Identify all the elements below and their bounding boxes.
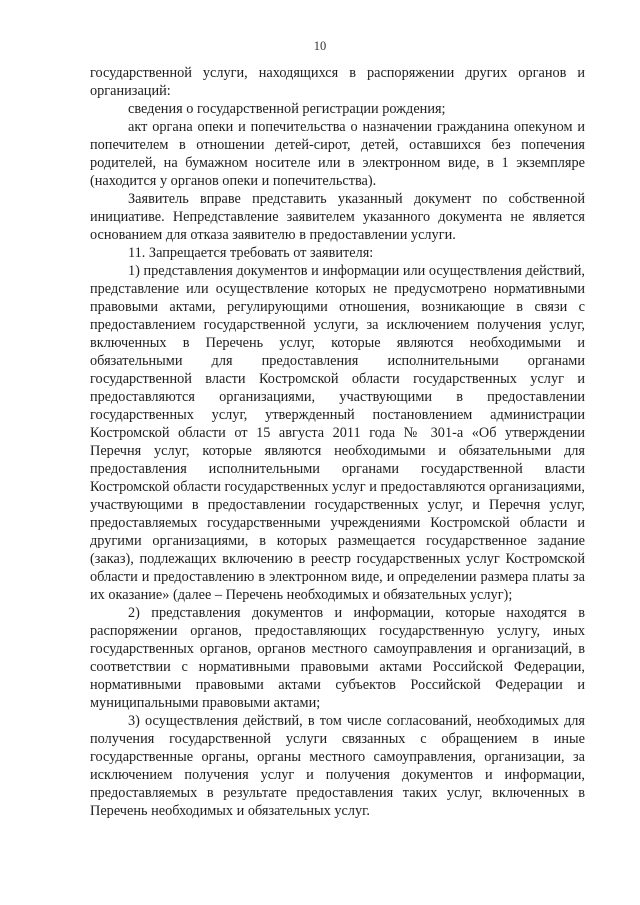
- paragraph-continuation: государственной услуги, находящихся в распоряжении других органов и организаций:: [90, 65, 585, 99]
- document-body: [90, 64, 585, 820]
- paragraph-guardianship-act: акт органа опеки и попечительства о назначении гражданина опекуном и попечителем в отношении детей-сирот, детей, оставшихся без попечения родителей, на бумажном носителе или в электронном виде, в 1 экземпляре (находится у органов опеки и попечительства).: [90, 119, 585, 189]
- page-number: 10: [313, 39, 327, 53]
- paragraph-item-3: 3) осуществления действий, в том числе согласований, необходимых для получения государственной услуги связанных с обращением в иные государственные органы, органы местного самоуправления, организации, за исключением получения услуг и получения документов и информации, предоставляемых в результате предоставления таких услуг, включенных в Перечень необходимых и обязательных услуг.: [90, 713, 585, 819]
- paragraph-applicant-right: Заявитель вправе представить указанный документ по собственной инициативе. Непредставление заявителем указанного документа не является основанием для отказа заявителю в предоставлении услуги.: [90, 191, 585, 243]
- paragraph-item-1: 1) представления документов и информации или осуществления действий, представление или осуществление которых не предусмотрено нормативными правовыми актами, регулирующими отношения, возникающие в связи с предоставлением государственной услуги, за исключением получения услуг, включенных в Перечень услуг, которые являются необходимыми и обязательными для предоставления исполнительными органами государственной власти Костромской области государственных услуг и предоставляются организациями, участвующими в предоставлении государственных услуг, утвержденный постановлением администрации Костромской области от 15 августа 2011 года № 301-а «Об утверждении Перечня услуг, которые являются необходимыми и обязательными для предоставления исполнительными органами государственной власти Костромской области государственных услуг и предоставляются организациями, участвующими в предоставлении государственных услуг, и Перечня услуг, предоставляемых государственными учреждениями Костромской области и другими организациями, в которых размещается государственное задание (заказ), подлежащих включению в реестр государственных услуг Костромской области и предоставлению в электронном виде, и определении размера платы за их оказание» (далее – Перечень необходимых и обязательных услуг);: [90, 263, 585, 603]
- paragraph-birth-registration: сведения о государственной регистрации рождения;: [128, 101, 446, 117]
- paragraph-item-2: 2) представления документов и информации, которые находятся в распоряжении органов, предоставляющих государственную услугу, иных государственных органов, органов местного самоуправления и организаций, в соответствии с нормативными правовыми актами Российской Федерации, нормативными правовыми актами субъектов Российской Федерации и муниципальными правовыми актами;: [90, 605, 585, 711]
- paragraph-section-11-heading: 11. Запрещается требовать от заявителя:: [128, 245, 374, 261]
